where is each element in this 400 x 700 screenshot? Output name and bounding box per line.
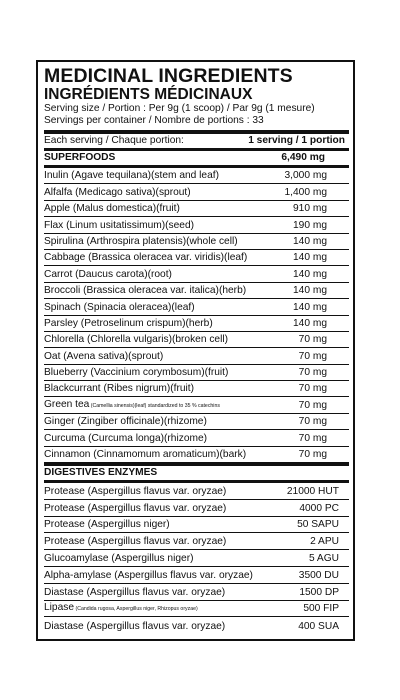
ingredient-name — [44, 301, 195, 315]
superfoods-header-row — [44, 151, 349, 165]
ingredient-amount: 50 SAPU — [297, 519, 339, 531]
ingredient-amount: 140 mg — [293, 285, 327, 297]
ingredient-name-text: Lipase — [44, 602, 75, 614]
ingredient-name — [44, 382, 194, 396]
ingredient-name — [44, 415, 207, 429]
ingredient-name — [44, 219, 194, 233]
ingredient-name — [44, 366, 228, 380]
table-row — [44, 250, 349, 266]
ingredient-name-text: Parsley (Petroselinum crispum)(herb) — [44, 317, 213, 329]
ingredient-amount: 70 mg — [298, 334, 327, 346]
table-row — [44, 567, 349, 584]
ingredient-amount: 140 mg — [293, 317, 327, 329]
ingredient-name-text: Blackcurrant (Ribes nigrum)(fruit) — [44, 383, 195, 395]
ingredients-panel — [36, 60, 355, 641]
ingredient-amount: 70 mg — [298, 416, 327, 428]
ingredient-amount: 140 mg — [293, 301, 327, 313]
ingredient-amount: 910 mg — [293, 203, 327, 215]
enzymes-list — [44, 483, 349, 634]
table-row — [44, 168, 349, 184]
ingredient-name-text: Broccoli (Brassica oleracea var. italica)(herb) — [44, 285, 247, 297]
ingredient-amount: 1500 DP — [299, 586, 339, 598]
ingredient-name-text: Cinnamon (Cinnamomum aromaticum)(bark) — [44, 449, 247, 461]
ingredient-name-text: Alfalfa (Medicago sativa)(sprout) — [44, 186, 191, 198]
ingredient-name — [44, 317, 213, 331]
ingredient-amount: 1,400 mg — [284, 186, 327, 198]
ingredient-name — [44, 569, 253, 583]
table-row — [44, 397, 349, 413]
ingredient-amount: 70 mg — [298, 449, 327, 461]
ingredient-amount: 70 mg — [298, 399, 327, 411]
table-row — [44, 500, 349, 517]
ingredient-name-text: Curcuma (Curcuma longa)(rhizome) — [44, 432, 208, 444]
ingredient-amount: 140 mg — [293, 235, 327, 247]
ingredient-amount: 70 mg — [298, 383, 327, 395]
table-row — [44, 348, 349, 364]
table-row — [44, 601, 349, 618]
ingredient-name-text: Oat (Avena sativa)(sprout) — [44, 350, 164, 362]
ingredient-name-text: Green tea — [44, 398, 90, 410]
ingredient-name-text: Blueberry (Vaccinium corymbosum)(fruit) — [44, 367, 229, 379]
ingredient-name-text: Ginger (Zingiber officinale)(rhizome) — [44, 416, 207, 428]
ingredient-name — [44, 502, 226, 516]
ingredient-name-text: Diastase (Aspergillus flavus var. oryzae) — [44, 621, 226, 633]
table-row — [44, 584, 349, 601]
table-row — [44, 430, 349, 446]
table-row — [44, 414, 349, 430]
ingredient-name — [44, 586, 225, 600]
ingredient-amount: 70 mg — [298, 432, 327, 444]
ingredient-name-text: Cabbage (Brassica oleracea var. viridis)(leaf) — [44, 252, 248, 264]
table-row — [44, 316, 349, 332]
table-row — [44, 234, 349, 250]
ingredient-name — [44, 251, 247, 265]
ingredient-name — [44, 202, 180, 216]
ingredient-amount: 400 SUA — [298, 621, 339, 633]
table-row — [44, 533, 349, 550]
enzymes-header-row — [44, 466, 349, 480]
ingredient-amount: 70 mg — [298, 367, 327, 379]
ingredient-name-text: Spinach (Spinacia oleracea)(leaf) — [44, 301, 195, 313]
ingredient-name — [44, 552, 193, 566]
table-row — [44, 550, 349, 567]
ingredient-name — [44, 485, 226, 499]
ingredient-name — [44, 333, 228, 347]
page-title: MEDICINAL INGREDIENTS — [44, 65, 293, 87]
ingredient-amount: 3500 DU — [298, 569, 339, 581]
superfoods-list — [44, 168, 349, 463]
ingredient-name — [44, 284, 246, 298]
table-row — [44, 217, 349, 233]
table-row — [44, 184, 349, 200]
ingredient-amount: 2 APU — [310, 536, 339, 548]
superfoods-header: SUPERFOODS — [44, 152, 116, 163]
ingredient-name-text: Flax (Linum usitatissimum)(seed) — [44, 219, 195, 231]
ingredient-name-text: Protease (Aspergillus niger) — [44, 519, 170, 531]
ingredient-name-text: Chlorella (Chlorella vulgaris)(broken cell) — [44, 334, 229, 346]
ingredient-amount: 4000 PC — [299, 502, 339, 514]
each-serving-row — [44, 134, 349, 148]
table-row — [44, 617, 349, 634]
servings-per-container: Servings per container / Nombre de portions : 33 — [44, 115, 264, 126]
ingredient-amount: 5 AGU — [308, 553, 339, 565]
table-row — [44, 365, 349, 381]
page-subtitle: INGRÉDIENTS MÉDICINAUX — [44, 86, 253, 103]
ingredient-amount: 3,000 mg — [284, 170, 327, 182]
table-row — [44, 447, 349, 463]
table-row — [44, 201, 349, 217]
ingredient-name-text: Spirulina (Arthrospira platensis)(whole cell) — [44, 235, 238, 247]
table-row — [44, 266, 349, 282]
ingredient-name-text: Protease (Aspergillus flavus var. oryzae) — [44, 502, 227, 514]
ingredient-name-detail: (Camellia sinensis)(leaf) standardized to 35 % catechins — [89, 402, 220, 409]
superfoods-total: 6,490 mg — [281, 152, 325, 163]
ingredient-amount: 140 mg — [293, 268, 327, 280]
ingredient-name — [44, 169, 219, 183]
ingredient-amount: 21000 HUT — [286, 485, 339, 497]
ingredient-name-detail: (Candida rugosa, Aspergillus niger, Rhizopus oryzae) — [74, 606, 198, 613]
ingredient-name — [44, 620, 225, 634]
ingredient-name — [44, 448, 246, 462]
table-row — [44, 332, 349, 348]
each-serving-label: Each serving / Chaque portion: — [44, 135, 184, 146]
ingredient-name-text: Alpha-amylase (Aspergillus flavus var. oryzae) — [44, 569, 253, 581]
ingredient-name — [44, 350, 163, 364]
ingredient-amount: 70 mg — [298, 350, 327, 362]
ingredient-name — [44, 535, 226, 549]
ingredient-name — [44, 398, 220, 413]
enzymes-header: DIGESTIVES ENZYMES — [44, 467, 158, 479]
serving-size: Serving size / Portion : Per 9g (1 scoop) / Par 9g (1 mesure) — [44, 103, 315, 114]
table-row — [44, 283, 349, 299]
each-serving-value: 1 serving / 1 portion — [248, 135, 345, 146]
ingredient-name — [44, 601, 198, 616]
ingredient-name — [44, 186, 191, 200]
ingredient-name — [44, 268, 172, 282]
ingredient-name-text: Diastase (Aspergillus flavus var. oryzae) — [44, 586, 226, 598]
ingredient-name — [44, 518, 170, 532]
ingredient-amount: 140 mg — [293, 252, 327, 264]
ingredient-name — [44, 432, 207, 446]
table-row — [44, 299, 349, 315]
table-row — [44, 517, 349, 534]
ingredient-name-text: Protease (Aspergillus flavus var. oryzae) — [44, 536, 227, 548]
ingredient-name-text: Carrot (Daucus carota)(root) — [44, 268, 172, 280]
table-row — [44, 381, 349, 397]
ingredient-name-text: Apple (Malus domestica)(fruit) — [44, 203, 180, 215]
ingredient-name — [44, 235, 238, 249]
table-row — [44, 483, 349, 500]
ingredient-name-text: Protease (Aspergillus flavus var. oryzae) — [44, 485, 227, 497]
ingredient-name-text: Glucoamylase (Aspergillus niger) — [44, 553, 194, 565]
ingredient-amount: 190 mg — [293, 219, 327, 231]
ingredient-amount: 500 FIP — [303, 603, 339, 615]
ingredient-name-text: Inulin (Agave tequilana)(stem and leaf) — [44, 170, 219, 182]
